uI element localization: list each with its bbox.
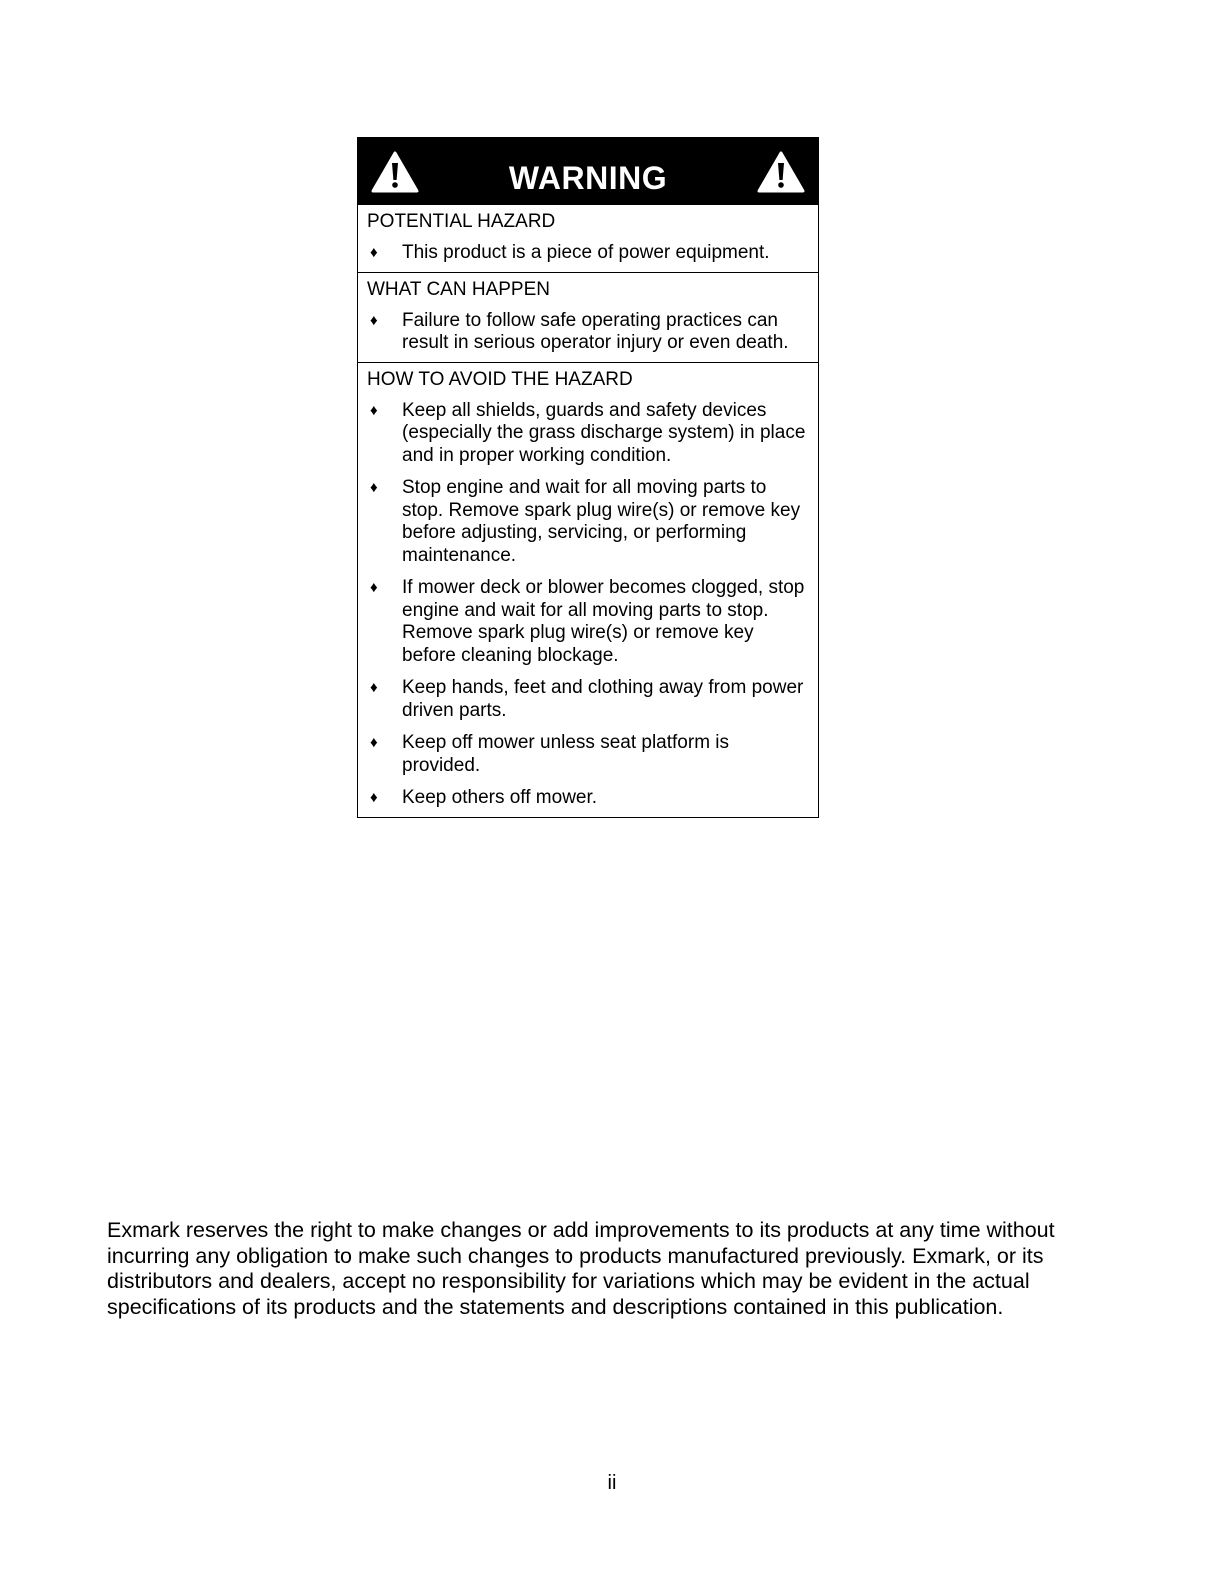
warning-box: [357, 137, 819, 818]
diamond-bullet-icon: ♦: [370, 579, 378, 596]
list-item: [367, 242, 810, 265]
list-item: [367, 787, 810, 810]
diamond-bullet-icon: ♦: [370, 311, 378, 329]
list-item-text: Keep all shields, guards and safety devices (especially the grass discharge system) in place and in proper working condition.: [402, 399, 806, 466]
warning-header: [358, 138, 818, 204]
list-item-text: This product is a piece of power equipment.: [402, 242, 770, 263]
how-to-avoid-section: [358, 362, 818, 817]
diamond-bullet-icon: ♦: [370, 244, 378, 261]
list-item: [367, 477, 810, 567]
bullet-list: [367, 242, 810, 265]
bullet-list: [367, 310, 810, 355]
list-item: [367, 677, 810, 722]
disclaimer-paragraph: Exmark reserves the right to make changes or add improvements to its products at any time without incurring any obligation to make such changes to products manufactured previously. Exmark, or its distributors and dealers, accept no responsibility for variations which may be evident in the actual specifications of its products and the statements and descriptions contained in this publication.: [107, 1218, 1055, 1319]
list-item: [367, 577, 810, 667]
diamond-bullet-icon: ♦: [370, 479, 378, 496]
diamond-bullet-icon: ♦: [370, 401, 378, 419]
page-number: ii: [607, 1472, 617, 1494]
diamond-bullet-icon: ♦: [370, 734, 378, 751]
what-can-happen-section: [358, 272, 818, 362]
bullet-list: [367, 400, 810, 810]
section-heading: WHAT CAN HAPPEN: [367, 278, 550, 300]
list-item-text: Keep off mower unless seat platform is provided.: [402, 732, 730, 776]
diamond-bullet-icon: ♦: [370, 679, 378, 696]
warning-triangle-icon: [756, 150, 806, 194]
section-heading: HOW TO AVOID THE HAZARD: [367, 368, 633, 390]
potential-hazard-section: [358, 204, 818, 272]
list-item-text: Failure to follow safe operating practices can result in serious operator injury or even death.: [402, 309, 789, 353]
list-item-text: Keep others off mower.: [402, 787, 598, 808]
list-item-text: If mower deck or blower becomes clogged, stop engine and wait for all moving parts to stop. Remove spark plug wire(s) or remove key before cleaning blockage.: [402, 577, 805, 666]
list-item: [367, 732, 810, 777]
list-item-text: Stop engine and wait for all moving parts to stop. Remove spark plug wire(s) or remove key before adjusting, servicing, or performing maintenance.: [402, 477, 801, 566]
list-item-text: Keep hands, feet and clothing away from power driven parts.: [402, 677, 804, 721]
section-heading: POTENTIAL HAZARD: [367, 211, 556, 232]
list-item: [367, 310, 810, 355]
warning-title: WARNING: [508, 160, 668, 196]
diamond-bullet-icon: ♦: [370, 789, 378, 806]
list-item: [367, 400, 810, 468]
